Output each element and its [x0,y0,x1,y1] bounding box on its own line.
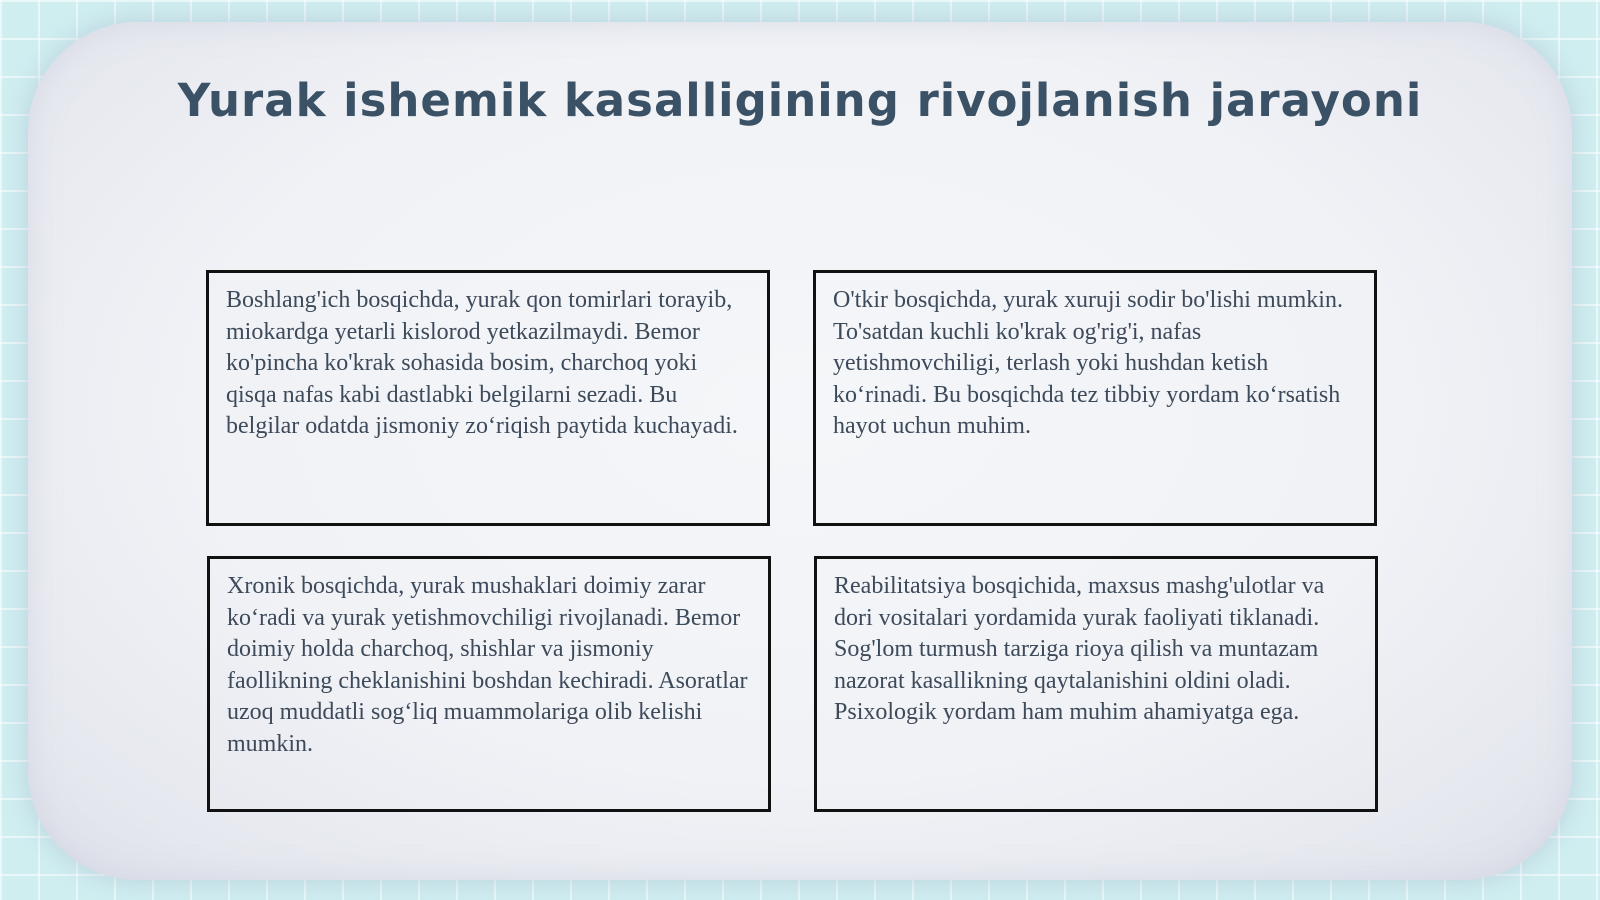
stage-card-text: Xronik bosqichda, yurak mushaklari doimiy zarar ko‘radi va yurak yetishmovchiligi rivojlanadi. Bemor doimiy holda charchoq, shishlar va jismoniy faollikning cheklanishini boshdan kechiradi. Asoratlar uzoq muddatli sog‘liq muammolariga olib kelishi mumkin. [227,573,748,757]
stage-card-text: Boshlang'ich bosqichda, yurak qon tomirlari torayib, miokardga yetarli kislorod yetkazilmaydi. Bemor ko'pincha ko'krak sohasida bosim, charchoq yoki qisqa nafas kabi dastlabki belgilarni sezadi. Bu belgilar odatda jismoniy zo‘riqish paytida kuchayadi. [226,287,738,439]
stage-card-text: Reabilitatsiya bosqichida, maxsus mashg'ulotlar va dori vositalari yordamida yurak faoliyati tiklanadi. Sog'lom turmush tarziga rioya qilish va muntazam nazorat kasallikning qaytalanishini oldini oladi. Psixologik yordam ham muhim ahamiyatga ega. [834,573,1325,725]
stage-card-rehabilitation [814,556,1378,812]
stage-card-text: O'tkir bosqichda, yurak xuruji sodir bo'lishi mumkin. To'satdan kuchli ko'krak og'rig'i, nafas yetishmovchiligi, terlash yoki hushdan ketish ko‘rinadi. Bu bosqichda tez tibbiy yordam ko‘rsatish hayot uchun muhim. [833,287,1343,439]
stage-card-initial [206,270,770,526]
stage-card-chronic [207,556,771,812]
slide-title: Yurak ishemik kasalligining rivojlanish jarayoni [177,74,1423,127]
stage-card-acute [813,270,1377,526]
